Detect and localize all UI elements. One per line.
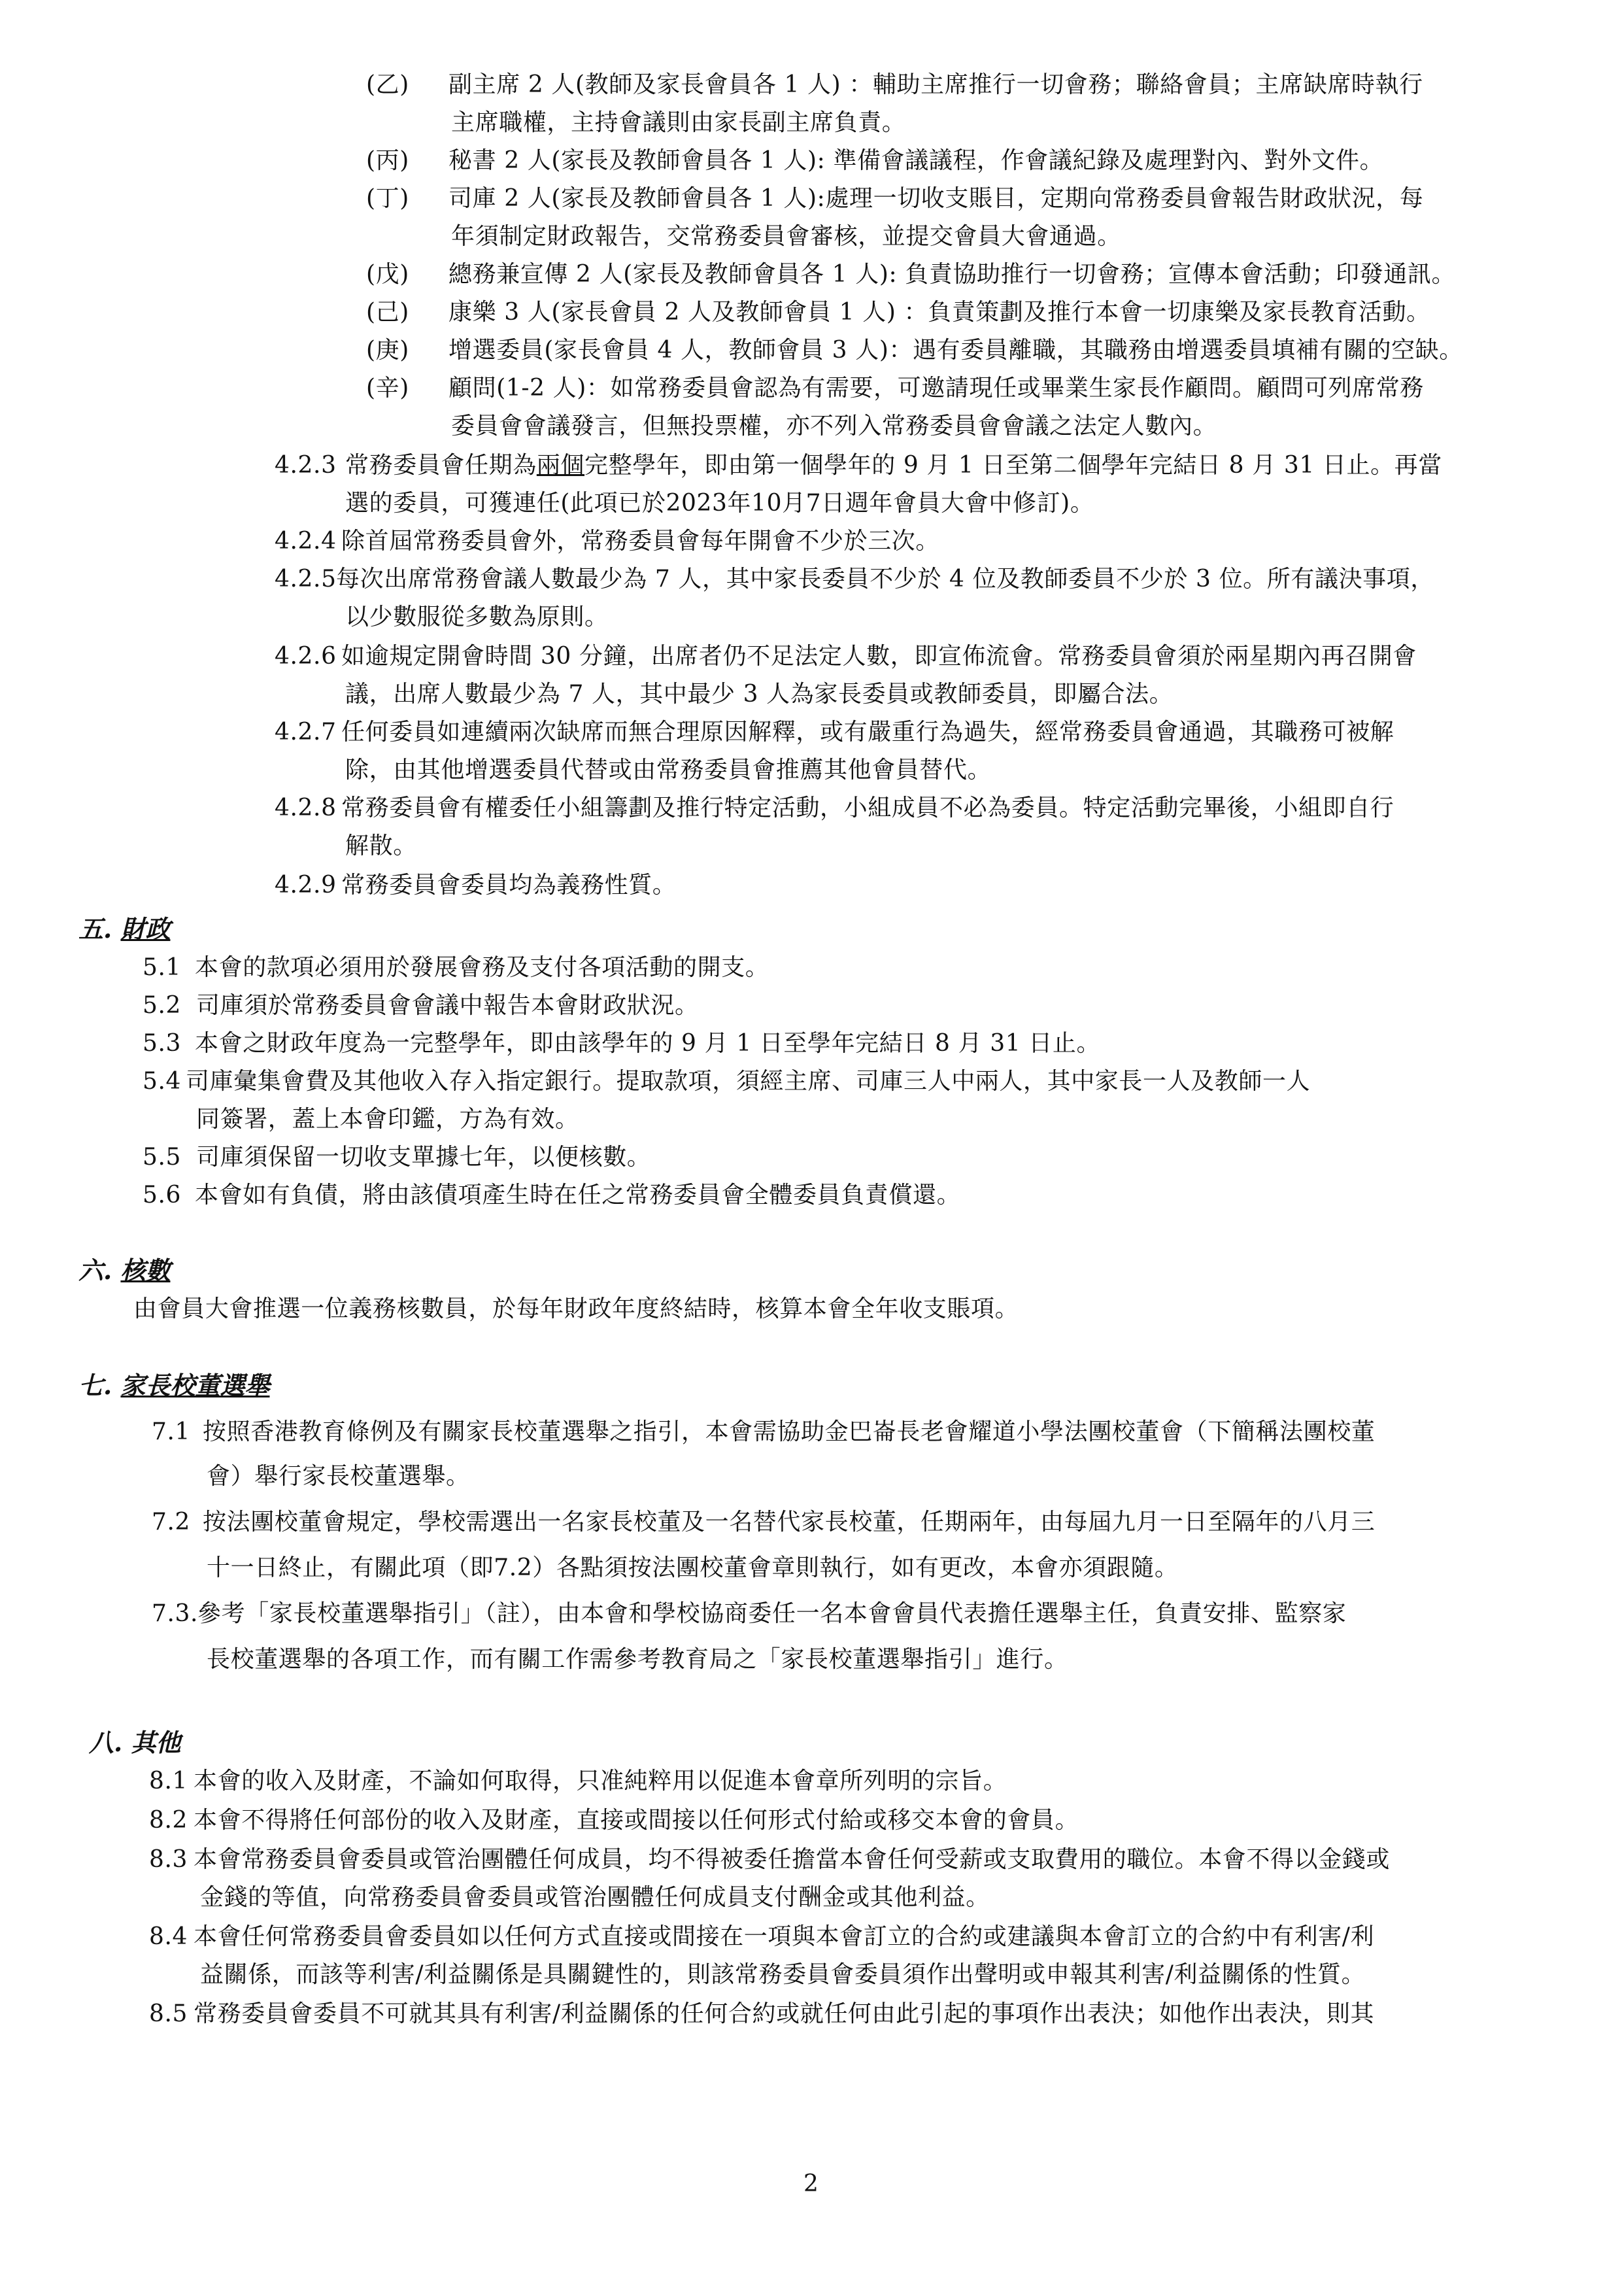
clause-text: 常務委員會委員不可就其具有利害/利益關係的任何合約或就任何由此引起的事項作出表決；如他作出表決，則其 — [194, 2000, 1375, 2027]
clause-text-continued: 除，由其他增選委員代替或由常務委員會推薦其他會員替代。 — [345, 757, 992, 783]
clause-number: 5.4 — [143, 1068, 182, 1095]
item-label: (丙) — [366, 147, 409, 174]
clause-number: 5.6 — [143, 1182, 182, 1208]
clause-text: 本會常務委員會委員或管治團體任何成員，均不得被委任擔當本會任何受薪或支取費用的職位。本會不得以金錢或 — [194, 1846, 1391, 1873]
clause-text: 本會的款項必須用於發展會務及支付各項活動的開支。 — [195, 954, 769, 981]
clause-text: 司庫須保留一切收支單據七年，以便核數。 — [196, 1144, 651, 1171]
clause-text-part: 完整學年，即由第一個學年的 9 月 1 日至第二個學年完結日 8 月 31 日止。再當 — [584, 452, 1442, 479]
clause-number: 4.2.3 — [275, 452, 337, 479]
clause-text: 司庫彙集會費及其他收入存入指定銀行。提取款項，須經主席、司庫三人中兩人，其中家長一人及教師一人 — [186, 1068, 1311, 1095]
clause-text: 司庫須於常務委員會會議中報告本會財政狀況。 — [196, 992, 699, 1019]
item-label: (戊) — [366, 261, 409, 288]
clause-text-continued: 金錢的等值，向常務委員會委員或管治團體任何成員支付酬金或其他利益。 — [200, 1884, 990, 1911]
clause-number: 4.2.6 — [275, 643, 337, 670]
clause-number: 4.2.4 — [275, 528, 337, 555]
clause-text: 每次出席常務會議人數最少為 7 人，其中家長委員不少於 4 位及教師委員不少於 3 位。所有議決事項， — [336, 566, 1434, 592]
item-label: (乙) — [366, 71, 409, 98]
section-title: 其他 — [131, 1728, 181, 1757]
clause-number: 4.2.5 — [275, 566, 337, 592]
clause-text-continued: 十一日終止，有關此項（即7.2）各點須按法團校董會章則執行，如有更改，本會亦須跟隨。 — [207, 1554, 1179, 1581]
item-text: 總務兼宣傳 2 人(家長及教師會員各 1 人): 負責協助推行一切會務；宣傳本會活動；印發通訊。 — [448, 261, 1456, 288]
page-number: 2 — [803, 2170, 819, 2197]
section-number: 七. — [78, 1371, 112, 1400]
clause-number: 7.3. — [152, 1600, 199, 1627]
clause-text: 按照香港教育條例及有關家長校董選舉之指引，本會需協助金巴崙長老會耀道小學法團校董會（下簡稱法團校董 — [203, 1418, 1376, 1445]
clause-text-continued: 同簽署，蓋上本會印鑑，方為有效。 — [196, 1106, 579, 1133]
clause-number: 8.4 — [149, 1923, 188, 1950]
section-title: 家長校董選舉 — [120, 1371, 270, 1400]
clause-text: 本會不得將任何部份的收入及財產，直接或間接以任何形式付給或移交本會的會員。 — [194, 1807, 1079, 1834]
clause-text: 本會之財政年度為一完整學年，即由該學年的 9 月 1 日至學年完結日 8 月 31 日止。 — [195, 1030, 1101, 1057]
clause-text: 除首屆常務委員會外，常務委員會每年開會不少於三次。 — [341, 528, 940, 555]
clause-text-continued: 選的委員，可獲連任(此項已於2023年10月7日週年會員大會中修訂)。 — [345, 490, 1094, 517]
section-heading-audit — [78, 1256, 170, 1286]
item-text: 副主席 2 人(教師及家長會員各 1 人) ：輔助主席推行一切會務；聯絡會員；主席缺席時執行 — [448, 71, 1423, 98]
section-number: 八. — [89, 1728, 123, 1757]
clause-text: 本會任何常務委員會委員如以任何方式直接或間接在一項與本會訂立的合約或建議與本會訂立的合約中有利害/利 — [194, 1923, 1375, 1950]
clause-number: 7.1 — [152, 1418, 191, 1445]
clause-number: 8.3 — [149, 1846, 188, 1873]
item-text-continued: 主席職權，主持會議則由家長副主席負責。 — [451, 109, 906, 136]
clause-number: 4.2.9 — [275, 872, 337, 899]
item-label: (己) — [366, 299, 409, 326]
item-text: 秘書 2 人(家長及教師會員各 1 人): 準備會議議程，作會議紀錄及處理對內、對外文件。 — [448, 147, 1384, 174]
clause-number: 4.2.7 — [275, 719, 337, 745]
section-heading-finance — [78, 914, 170, 944]
clause-text-continued: 長校董選舉的各項工作，而有關工作需參考教育局之「家長校董選舉指引」進行。 — [207, 1646, 1068, 1673]
item-text: 康樂 3 人(家長會員 2 人及教師會員 1 人) ：負責策劃及推行本會一切康樂及家長教育活動。 — [448, 299, 1430, 326]
clause-text: 參考「家長校董選舉指引」（註），由本會和學校協商委任一名本會會員代表擔任選舉主任，負責安排、監察家 — [197, 1600, 1347, 1627]
section-title: 核數 — [120, 1256, 171, 1285]
clause-text: 任何委員如連續兩次缺席而無合理原因解釋，或有嚴重行為過失，經常務委員會通過，其職務可被解 — [341, 719, 1394, 745]
clause-text: 按法團校董會規定，學校需選出一名家長校董及一名替代家長校董，任期兩年，由每屆九月一日至隔年的八月三 — [203, 1509, 1376, 1535]
clause-text: 本會如有負債，將由該債項產生時在任之常務委員會全體委員負責償還。 — [195, 1182, 961, 1208]
clause-number: 7.2 — [152, 1509, 191, 1535]
clause-text — [345, 451, 1442, 480]
clause-number: 5.2 — [143, 992, 182, 1019]
item-text: 司庫 2 人(家長及教師會員各 1 人):處理一切收支賬目，定期向常務委員會報告財政狀況，每 — [448, 185, 1424, 212]
item-label: (丁) — [366, 185, 409, 212]
audit-text: 由會員大會推選一位義務核數員，於每年財政年度終結時，核算本會全年收支賬項。 — [133, 1295, 1019, 1322]
clause-number: 5.1 — [143, 954, 182, 981]
clause-number: 5.3 — [143, 1030, 182, 1057]
underlined-term: 兩個 — [536, 452, 585, 479]
clause-text: 本會的收入及財產，不論如何取得，只准純粹用以促進本會章所列明的宗旨。 — [194, 1768, 1007, 1794]
clause-text: 常務委員會有權委任小組籌劃及推行特定活動，小組成員不必為委員。特定活動完畢後，小組即自行 — [341, 795, 1394, 821]
clause-number: 8.2 — [149, 1807, 188, 1834]
clause-text-part: 常務委員會任期為 — [345, 452, 537, 479]
section-heading-others — [89, 1728, 180, 1758]
clause-text: 常務委員會委員均為義務性質。 — [341, 872, 677, 899]
clause-number: 4.2.8 — [275, 795, 337, 821]
section-number: 六. — [78, 1256, 112, 1285]
item-label: (庚) — [366, 337, 409, 364]
section-title: 財政 — [120, 914, 171, 944]
item-text: 顧問(1-2 人)：如常務委員會認為有需要，可邀請現任或畢業生家長作顧問。顧問可列席常務 — [448, 375, 1424, 402]
clause-text-continued: 解散。 — [345, 832, 417, 859]
item-text-continued: 委員會會議發言，但無投票權，亦不列入常務委員會會議之法定人數內。 — [451, 413, 1217, 439]
section-heading-parent-manager-election — [78, 1371, 269, 1401]
clause-text-continued: 議，出席人數最少為 7 人，其中最少 3 人為家長委員或教師委員，即屬合法。 — [345, 681, 1174, 708]
clause-text-continued: 益關係，而該等利害/利益關係是具關鍵性的，則該常務委員會委員須作出聲明或申報其利害/利益關係的性質。 — [200, 1961, 1366, 1988]
clause-number: 5.5 — [143, 1144, 182, 1171]
item-text-continued: 年須制定財政報告，交常務委員會審核，並提交會員大會通過。 — [451, 223, 1121, 250]
clause-number: 8.1 — [149, 1768, 188, 1794]
clause-text-continued: 會）舉行家長校董選舉。 — [207, 1463, 470, 1490]
item-label: (辛) — [366, 375, 409, 402]
section-number: 五. — [78, 914, 112, 944]
clause-text-continued: 以少數服從多數為原則。 — [345, 604, 609, 630]
clause-number: 8.5 — [149, 2000, 188, 2027]
item-text: 增選委員(家長會員 4 人，教師會員 3 人)：遇有委員離職，其職務由增選委員填補有關的空缺。 — [448, 337, 1463, 364]
clause-text: 如逾規定開會時間 30 分鐘，出席者仍不足法定人數，即宣佈流會。常務委員會須於兩星期內再召開會 — [341, 643, 1417, 670]
